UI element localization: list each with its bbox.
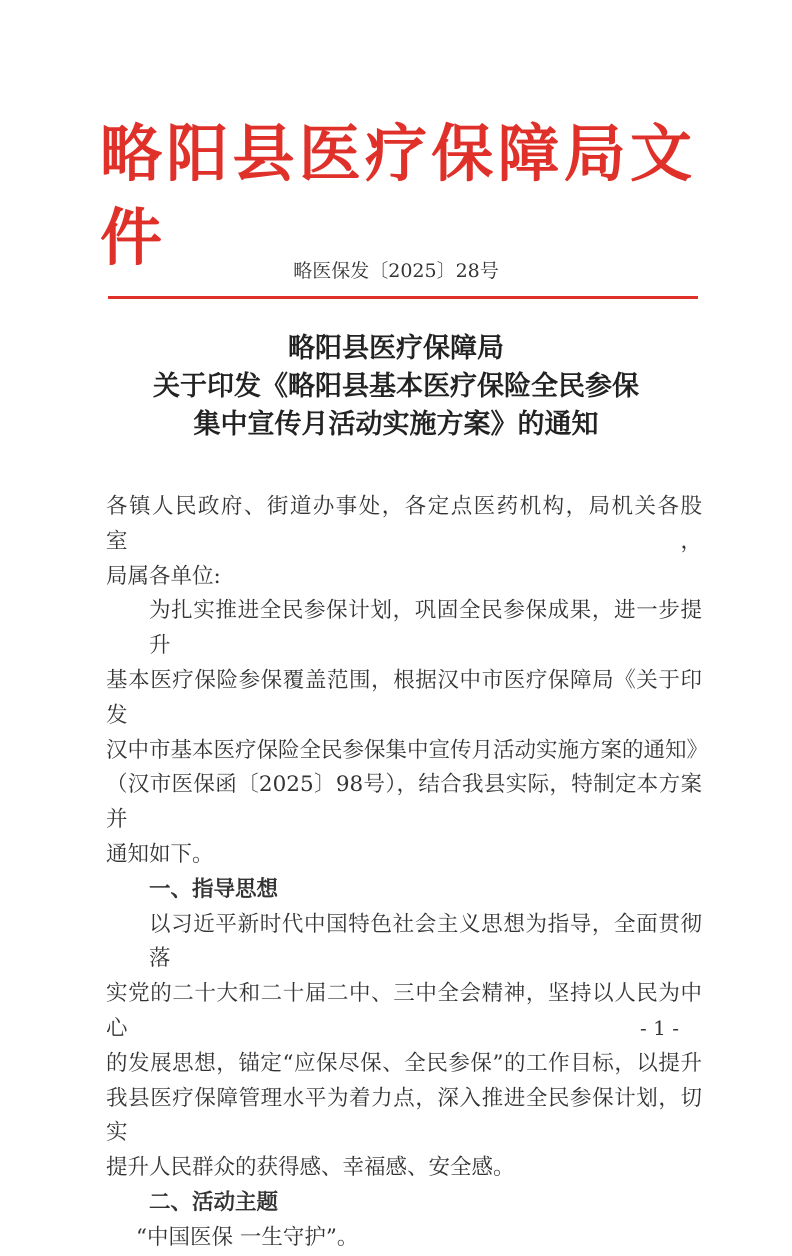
- title-line-1: 略阳县医疗保障局: [288, 333, 504, 364]
- intro-line: （汉市医保函〔2025〕98号），结合我县实际，特制定本方案并: [106, 772, 702, 833]
- section-line: 的发展思想，锚定“应保尽保、全民参保”的工作目标，以提升: [106, 1050, 702, 1076]
- intro-line: 基本医疗保险参保覆盖范围，根据汉中市医疗保障局《关于印发: [106, 667, 702, 728]
- section-line: 提升人民群众的获得感、幸福感、安全感。: [106, 1155, 515, 1181]
- addressee-line: 各镇人民政府、街道办事处，各定点医药机构，局机关各股室，: [106, 494, 702, 554]
- section-line: 实党的二十大和二十届二中、三中全会精神，坚持以人民为中心: [106, 981, 702, 1041]
- title-line-3: 集中宣传月活动实施方案》的通知: [193, 409, 599, 440]
- intro-line: 通知如下。: [106, 841, 214, 867]
- section-heading: 一、指导思想: [149, 876, 279, 902]
- page-number: - 1 -: [640, 1016, 679, 1040]
- document-number: 略医保发〔2025〕28号: [293, 260, 499, 282]
- section-line: 我县医疗保障管理水平为着力点，深入推进全民参保计划，切实: [106, 1085, 702, 1146]
- title-line-2: 关于印发《略阳县基本医疗保险全民参保: [153, 371, 639, 402]
- section-heading: 二、活动主题: [149, 1189, 279, 1215]
- document-body: [106, 490, 709, 1256]
- section-line: “中国医保 一生守护”。: [136, 1224, 359, 1250]
- intro-line: 为扎实推进全民参保计划，巩固全民参保成果，进一步提升: [149, 598, 702, 659]
- intro-line: 汉中市基本医疗保险全民参保集中宣传月活动实施方案的通知》: [106, 737, 709, 763]
- section-line: 以习近平新时代中国特色社会主义思想为指导，全面贯彻落: [149, 911, 702, 972]
- red-divider: [108, 296, 698, 299]
- addressee-line: 局属各单位:: [106, 563, 221, 589]
- issuer-header: 略阳县医疗保障局文件: [100, 117, 692, 274]
